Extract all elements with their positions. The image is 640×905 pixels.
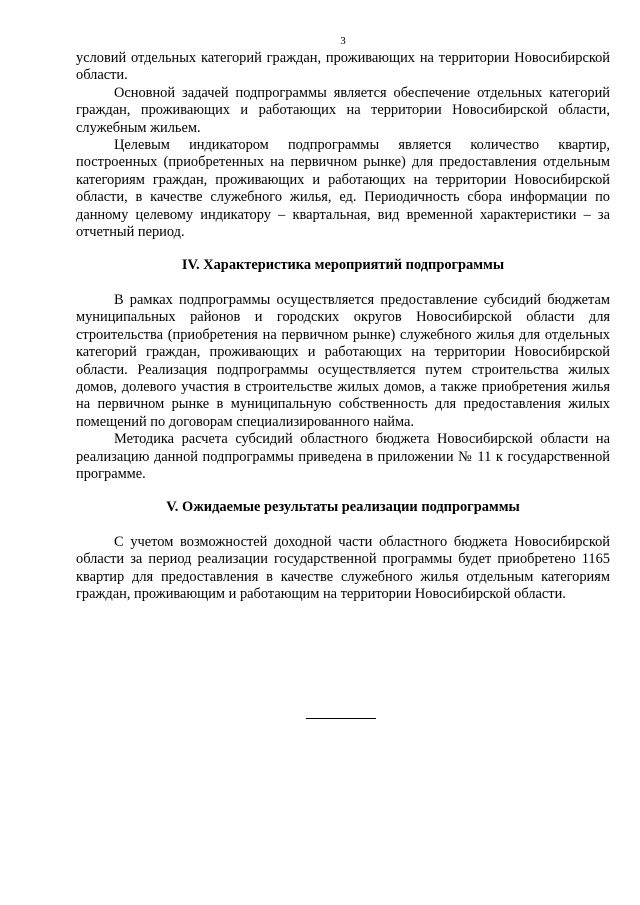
page-number: 3 — [340, 35, 346, 47]
spacer — [76, 275, 610, 292]
paragraph-main-task: Основной задачей подпрограммы является обеспечение отдельных категорий граждан, проживающих и работающих на территории Новосибирской области, служебным жильем. — [76, 84, 610, 136]
paragraph-continuation: условий отдельных категорий граждан, проживающих на территории Новосибирской области. — [76, 50, 610, 84]
section-5-heading: V. Ожидаемые результаты реализации подпрограммы — [166, 499, 520, 516]
spacer — [76, 241, 610, 257]
section-4-paragraph-activities: В рамках подпрограммы осуществляется предоставление субсидий бюджетам муниципальных районов и городских округов Новосибирской области для строительства (приобретения на первичном рынке) служебного жилья для отдельных категорий граждан, проживающих и работающих на территории Новосибирской области. Реализация подпрограммы осуществляется путем строительства жилых домов, долевого участия в строительстве жилых домов, а также приобретения жилья на первичном рынке в муниципальную собственность для предоставления жилых помещений по договорам специализированного найма. — [76, 291, 610, 430]
spacer — [76, 483, 610, 499]
end-separator-line — [306, 718, 376, 719]
spacer — [76, 517, 610, 534]
paragraph-target-indicator: Целевым индикатором подпрограммы является количество квартир, построенных (приобретенных на первичном рынке) для предоставления отдельным категориям граждан, проживающих и работающих на территории Новосибирской области, в качестве служебного жилья, ед. Периодичность сбора информации по данному целевому индикатору – квартальная, вид временной характеристики – за отчетный период. — [76, 137, 610, 241]
section-5-paragraph-results: С учетом возможностей доходной части областного бюджета Новосибирской области за период реализации государственной программы будет приобретено 1165 квартир для предоставления в качестве служебного жилья отдельным категориям граждан, проживающим и работающим на территории Новосибирской области. — [76, 533, 610, 602]
section-4-paragraph-methodology: Методика расчета субсидий областного бюджета Новосибирской области на реализацию данной подпрограммы приведена в приложении № 11 к государственной программе. — [76, 431, 610, 482]
document-page — [76, 34, 610, 603]
section-4-heading: IV. Характеристика мероприятий подпрограммы — [181, 257, 505, 274]
